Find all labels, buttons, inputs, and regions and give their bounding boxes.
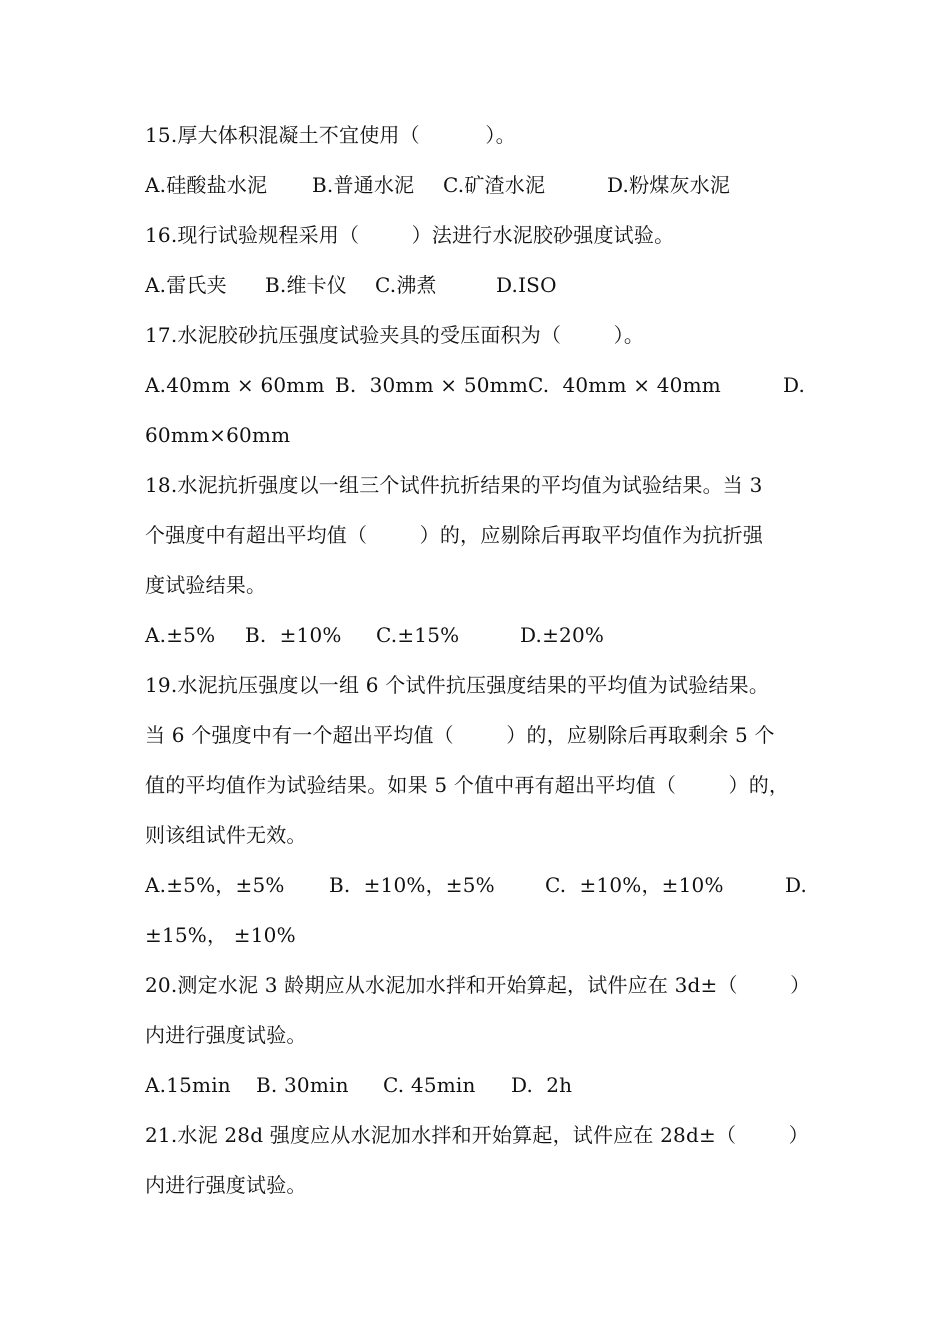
option-c: C.矿渣水泥	[443, 173, 546, 197]
question-21: 21.水泥 28d 强度应从水泥加水拌和开始算起，试件应在 28d±（ ）	[145, 1123, 809, 1147]
option-c: C. ±10%，±10%	[545, 873, 724, 897]
option-a: A.雷氏夹	[145, 273, 227, 297]
option-d: D.	[783, 373, 806, 397]
option-d: D.粉煤灰水泥	[607, 173, 731, 197]
question-18: 18.水泥抗折强度以一组三个试件抗折结果的平均值为试验结果。当 3	[145, 473, 763, 497]
option-a: A.±5%	[145, 623, 216, 647]
question-21-cont: 内进行强度试验。	[145, 1173, 307, 1197]
option-b: B. 30min	[256, 1073, 349, 1097]
question-16: 16.现行试验规程采用（ ）法进行水泥胶砂强度试验。	[145, 223, 675, 247]
option-a: A.40mm × 60mm	[145, 373, 325, 397]
option-b: B. ±10%，±5%	[329, 873, 495, 897]
question-20: 20.测定水泥 3 龄期应从水泥加水拌和开始算起，试件应在 3d±（ ）	[145, 973, 811, 997]
question-15: 15.厚大体积混凝土不宜使用（ ）。	[145, 123, 516, 147]
option-a: A.硅酸盐水泥	[145, 173, 268, 197]
option-c: C. 40mm × 40mm	[528, 373, 721, 397]
option-c: C. 45min	[383, 1073, 476, 1097]
question-19: 19.水泥抗压强度以一组 6 个试件抗压强度结果的平均值为试验结果。	[145, 673, 770, 697]
question-19-cont: 则该组试件无效。	[145, 823, 307, 847]
option-a: A.±5%，±5%	[145, 873, 285, 897]
option-b: B. ±10%	[245, 623, 342, 647]
option-b: B.维卡仪	[265, 273, 348, 297]
question-16-options	[145, 260, 810, 310]
option-c: C.沸煮	[375, 273, 437, 297]
question-17: 17.水泥胶砂抗压强度试验夹具的受压面积为（ ）。	[145, 323, 645, 347]
question-19-options	[145, 860, 810, 910]
option-d: D.	[785, 873, 808, 897]
question-20-cont: 内进行强度试验。	[145, 1023, 307, 1047]
option-d: D.ISO	[496, 273, 557, 297]
option-b: B.普通水泥	[312, 173, 415, 197]
question-19-option-d-cont: ±15%， ±10%	[145, 923, 296, 947]
question-17-option-d-cont: 60mm×60mm	[145, 423, 291, 447]
question-18-options	[145, 610, 810, 660]
question-20-options	[145, 1060, 810, 1110]
option-c: C.±15%	[376, 623, 460, 647]
question-19-cont: 当 6 个强度中有一个超出平均值（ ）的，应剔除后再取剩余 5 个	[145, 723, 775, 747]
option-d: D.±20%	[520, 623, 605, 647]
question-17-options	[145, 360, 810, 410]
option-a: A.15min	[145, 1073, 231, 1097]
option-d: D. 2h	[511, 1073, 573, 1097]
question-18-cont: 个强度中有超出平均值（ ）的，应剔除后再取平均值作为抗折强	[145, 523, 764, 547]
question-19-cont: 值的平均值作为试验结果。如果 5 个值中再有超出平均值（ ）的，	[145, 773, 790, 797]
question-18-cont: 度试验结果。	[145, 573, 267, 597]
question-15-options	[145, 160, 810, 210]
option-b: B. 30mm × 50mm	[335, 373, 528, 397]
